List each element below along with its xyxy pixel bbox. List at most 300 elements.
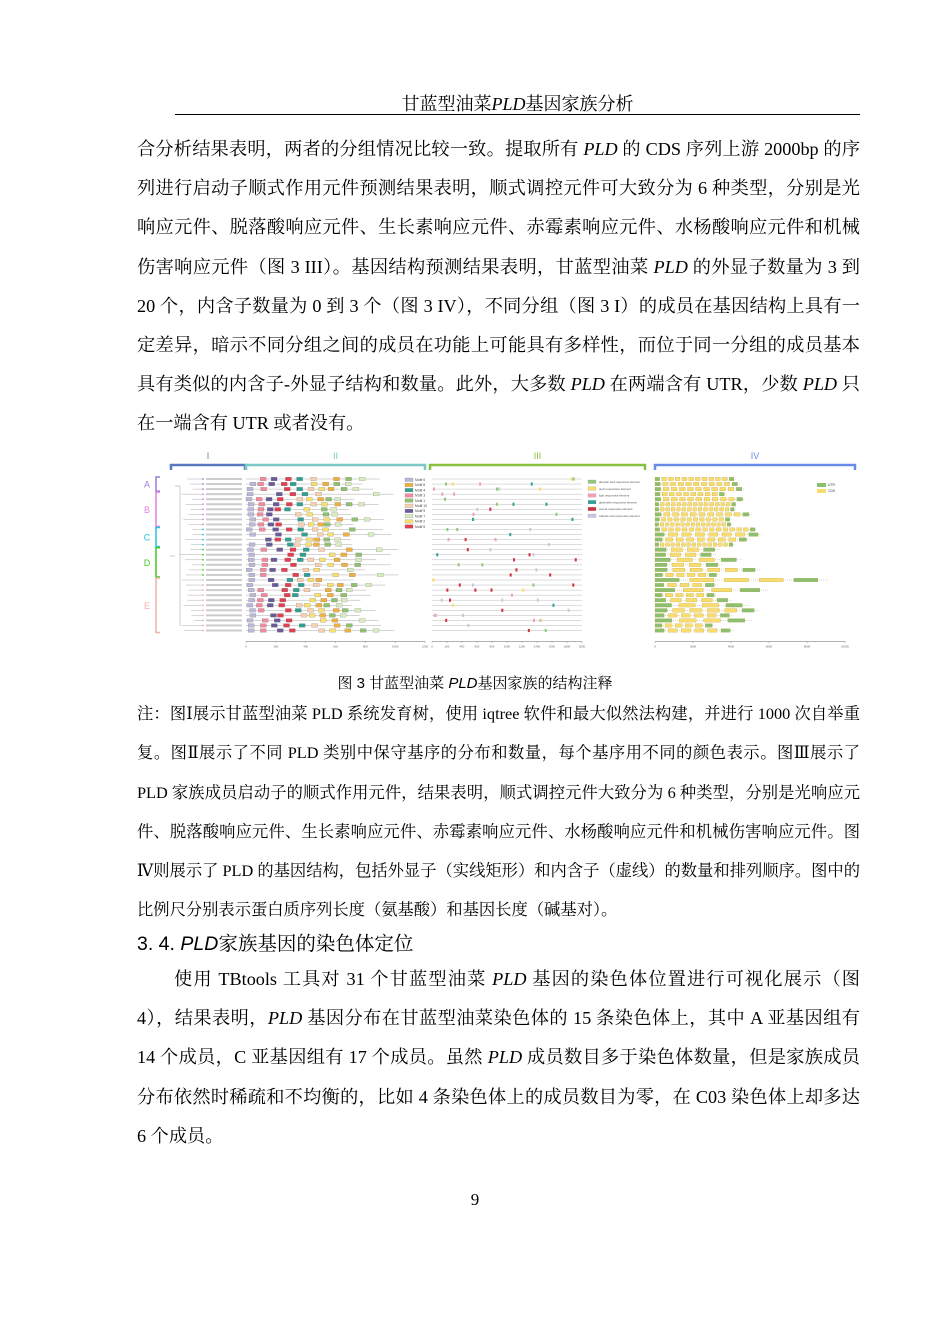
exon-box bbox=[655, 508, 659, 512]
motif-box bbox=[359, 502, 365, 506]
cis-element bbox=[545, 503, 547, 506]
motif-legend-label: Motif 2 bbox=[415, 519, 426, 524]
motif-box bbox=[341, 487, 347, 491]
exon-box bbox=[661, 518, 665, 522]
exon-box bbox=[728, 487, 734, 491]
motif-tick-label: 1000 bbox=[392, 644, 399, 649]
element-legend-swatch bbox=[588, 500, 596, 504]
exon-box bbox=[655, 487, 661, 491]
exon-box bbox=[687, 543, 691, 547]
motif-box bbox=[297, 477, 303, 481]
motif-legend-label: Motif 9 bbox=[415, 509, 426, 514]
exon-box bbox=[709, 477, 714, 481]
exon-box bbox=[719, 518, 723, 522]
exon-box bbox=[722, 533, 731, 537]
motif-box bbox=[342, 563, 348, 567]
motif-box bbox=[336, 588, 342, 592]
gene-id-label bbox=[206, 630, 242, 632]
motif-box bbox=[346, 624, 352, 628]
motif-box bbox=[266, 497, 272, 501]
motif-box bbox=[368, 533, 374, 537]
exon-box bbox=[712, 588, 732, 592]
motif-box bbox=[313, 543, 319, 547]
motif-legend-label: Motif 5 bbox=[415, 524, 426, 529]
cis-element bbox=[456, 528, 458, 531]
leaf-marker bbox=[202, 539, 204, 541]
exon-box bbox=[723, 528, 728, 532]
motif-box bbox=[256, 603, 262, 607]
exon-box bbox=[720, 497, 726, 501]
motif-box bbox=[247, 492, 253, 496]
gene-id-label bbox=[206, 508, 242, 510]
exon-box bbox=[660, 502, 664, 506]
motif-box bbox=[341, 593, 347, 597]
exon-box bbox=[710, 502, 714, 506]
cis-element bbox=[531, 482, 533, 485]
exon-box bbox=[736, 487, 742, 491]
exon-box bbox=[686, 523, 690, 527]
motif-box bbox=[316, 578, 322, 582]
motif-box bbox=[313, 583, 319, 587]
motif-box bbox=[321, 598, 327, 602]
gene-id-label bbox=[206, 619, 242, 621]
exon-box bbox=[670, 482, 675, 486]
section-number: 3. 4. bbox=[137, 933, 181, 955]
motif-box bbox=[262, 563, 268, 567]
motif-box bbox=[265, 538, 271, 542]
motif-box bbox=[296, 603, 302, 607]
motif-legend-swatch bbox=[405, 504, 413, 508]
cis-element bbox=[571, 477, 573, 480]
gene-id-label bbox=[206, 478, 242, 480]
exon-box bbox=[682, 508, 686, 512]
motif-box bbox=[248, 629, 254, 633]
exon-box bbox=[655, 492, 660, 496]
exon-box bbox=[707, 609, 719, 613]
motif-box bbox=[261, 487, 267, 491]
motif-legend-label: Motif 10 bbox=[415, 504, 428, 508]
leaf-marker bbox=[202, 584, 204, 586]
cis-element bbox=[496, 503, 498, 506]
motif-box bbox=[316, 603, 322, 607]
exon-box bbox=[707, 614, 716, 618]
gene-id-label bbox=[206, 529, 242, 531]
motif-box bbox=[307, 513, 313, 517]
exon-box bbox=[698, 573, 706, 577]
exon-box bbox=[675, 477, 680, 481]
motif-box bbox=[273, 518, 279, 522]
cis-element bbox=[549, 573, 551, 576]
gene-id-label bbox=[206, 564, 242, 566]
exon-box bbox=[670, 553, 681, 557]
exon-box bbox=[690, 568, 702, 572]
exon-box bbox=[655, 543, 659, 547]
cis-element bbox=[474, 589, 476, 592]
exon-box bbox=[739, 538, 746, 542]
motif-box bbox=[333, 573, 339, 577]
exon-box bbox=[705, 624, 712, 628]
motif-box bbox=[248, 558, 254, 562]
exon-box bbox=[693, 508, 697, 512]
motif-box bbox=[311, 482, 317, 486]
exon-box bbox=[666, 502, 670, 506]
exon-box bbox=[682, 528, 687, 532]
motif-box bbox=[346, 502, 352, 506]
exon-box bbox=[685, 553, 696, 557]
exon-box bbox=[655, 624, 662, 628]
motif-box bbox=[329, 553, 335, 557]
cis-element bbox=[529, 553, 531, 556]
exon-box bbox=[660, 508, 664, 512]
motif-box bbox=[285, 609, 291, 613]
exon-box bbox=[690, 513, 696, 517]
panel-bracket-III bbox=[430, 465, 645, 470]
leaf-marker bbox=[202, 599, 204, 601]
motif-legend-label: Motif 8 bbox=[415, 483, 426, 488]
exon-box bbox=[726, 603, 743, 607]
exon-box bbox=[681, 543, 685, 547]
exon-box bbox=[690, 609, 702, 613]
gene-id-label bbox=[206, 523, 242, 525]
exon-box bbox=[677, 502, 681, 506]
italic-gene-name: PLD bbox=[267, 1008, 303, 1029]
structure-legend-swatch bbox=[817, 489, 826, 493]
motif-box bbox=[318, 497, 324, 501]
motif-box bbox=[324, 538, 330, 542]
promoter-tick-label: 2000 bbox=[578, 644, 586, 649]
gene-tick-label: 8000 bbox=[803, 644, 811, 649]
exon-box bbox=[697, 593, 704, 597]
exon-box bbox=[663, 497, 669, 501]
promoter-tick-label: 1600 bbox=[548, 644, 556, 649]
exon-box bbox=[665, 523, 669, 527]
exon-box bbox=[688, 497, 694, 501]
motif-box bbox=[273, 502, 279, 506]
leaf-marker bbox=[202, 614, 204, 616]
structure-legend-swatch bbox=[817, 483, 826, 487]
exon-box bbox=[740, 588, 760, 592]
motif-legend-label: Motif 3 bbox=[415, 493, 426, 498]
exon-box bbox=[704, 508, 708, 512]
motif-box bbox=[307, 538, 313, 542]
exon-box bbox=[689, 477, 694, 481]
exon-box bbox=[655, 482, 660, 486]
motif-box bbox=[249, 553, 255, 557]
exon-box bbox=[732, 502, 736, 506]
exon-box bbox=[687, 518, 691, 522]
motif-box bbox=[250, 614, 256, 618]
motif-box bbox=[341, 553, 347, 557]
promoter-tick-label: 1400 bbox=[533, 644, 541, 649]
motif-box bbox=[295, 538, 301, 542]
gene-id-label bbox=[206, 624, 242, 626]
motif-box bbox=[293, 588, 299, 592]
exon-box bbox=[708, 629, 717, 633]
exon-box bbox=[704, 548, 715, 552]
motif-box bbox=[315, 563, 321, 567]
motif-box bbox=[270, 614, 276, 618]
exon-box bbox=[716, 477, 721, 481]
exon-box bbox=[681, 629, 690, 633]
exon-box bbox=[732, 482, 737, 486]
motif-box bbox=[274, 619, 280, 623]
section-italic: PLD bbox=[180, 933, 219, 955]
cis-element bbox=[467, 624, 469, 627]
motif-box bbox=[298, 583, 304, 587]
exon-box bbox=[708, 543, 712, 547]
motif-box bbox=[277, 614, 283, 618]
exon-box bbox=[668, 614, 677, 618]
motif-box bbox=[250, 518, 256, 522]
exon-box bbox=[709, 482, 714, 486]
leaf-marker bbox=[202, 589, 204, 591]
motif-box bbox=[269, 482, 275, 486]
motif-box bbox=[248, 502, 254, 506]
text-segment: 的外显子数量为 3 到 20 个，内含子数量为 0 到 3 个（图 3 IV），不同分组（图 3 I）的成员在基因结构上具有一定差异，暗示不同分组之间的成员在功能上可能具有多样性，而位于同一分组的成员基本具有类似的内含子-外显子结构和数量。此外，大多数 bbox=[137, 256, 860, 395]
motif-box bbox=[298, 523, 304, 527]
exon-box bbox=[699, 502, 703, 506]
gene-id-label bbox=[206, 594, 242, 596]
exon-box bbox=[686, 598, 697, 602]
exon-box bbox=[718, 538, 725, 542]
motif-box bbox=[248, 508, 254, 512]
gene-id-label bbox=[206, 549, 242, 551]
exon-box bbox=[707, 523, 711, 527]
exon-box bbox=[672, 563, 684, 567]
motif-box bbox=[327, 583, 333, 587]
cis-element bbox=[445, 482, 447, 485]
exon-box bbox=[680, 583, 689, 587]
motif-box bbox=[349, 528, 355, 532]
gene-id-label bbox=[206, 569, 242, 571]
italic-gene-name: PLD bbox=[653, 256, 688, 277]
italic-gene-name: PLD bbox=[487, 1047, 523, 1068]
exon-box bbox=[655, 523, 659, 527]
group-label-B: B bbox=[143, 504, 151, 515]
exon-box bbox=[686, 482, 691, 486]
motif-box bbox=[319, 609, 325, 613]
motif-box bbox=[376, 548, 382, 552]
exon-box bbox=[660, 543, 664, 547]
promoter-tick-label: 800 bbox=[489, 644, 495, 649]
exon-box bbox=[696, 497, 702, 501]
motif-box bbox=[336, 603, 342, 607]
exon-box bbox=[704, 497, 710, 501]
cis-element bbox=[552, 604, 554, 607]
exon-box bbox=[695, 533, 704, 537]
exon-box bbox=[663, 487, 669, 491]
exon-box bbox=[666, 538, 673, 542]
cis-element bbox=[476, 508, 478, 511]
caption-italic: PLD bbox=[448, 675, 478, 692]
exon-box bbox=[734, 513, 740, 517]
motif-box bbox=[268, 598, 274, 602]
cis-element bbox=[491, 589, 493, 592]
exon-box bbox=[695, 624, 702, 628]
motif-box bbox=[246, 528, 252, 532]
cis-element bbox=[479, 482, 481, 485]
motif-box bbox=[286, 502, 292, 506]
motif-box bbox=[299, 624, 305, 628]
exon-box bbox=[663, 482, 668, 486]
exon-box bbox=[695, 629, 704, 633]
motif-box bbox=[317, 533, 323, 537]
gene-id-label bbox=[206, 599, 242, 601]
exon-box bbox=[676, 492, 681, 496]
exon-box bbox=[705, 492, 710, 496]
motif-box bbox=[312, 518, 318, 522]
motif-box bbox=[308, 558, 314, 562]
gene-id-label bbox=[206, 513, 242, 515]
gene-tick-label: 6000 bbox=[765, 644, 773, 649]
motif-box bbox=[289, 629, 295, 633]
exon-box bbox=[655, 528, 660, 532]
exon-box bbox=[709, 508, 713, 512]
motif-box bbox=[333, 477, 339, 481]
motif-box bbox=[346, 588, 352, 592]
leaf-marker bbox=[202, 478, 204, 480]
exon-box bbox=[701, 598, 712, 602]
cis-element bbox=[545, 629, 547, 632]
exon-box bbox=[689, 528, 694, 532]
gene-id-label bbox=[206, 614, 242, 616]
exon-box bbox=[679, 603, 696, 607]
motif-box bbox=[351, 583, 357, 587]
exon-box bbox=[655, 583, 664, 587]
motif-box bbox=[268, 523, 274, 527]
motif-box bbox=[260, 624, 266, 628]
exon-box bbox=[716, 513, 722, 517]
exon-box bbox=[717, 523, 721, 527]
panel-label-IV: IV bbox=[750, 451, 760, 461]
motif-box bbox=[260, 573, 266, 577]
exon-box bbox=[720, 614, 729, 618]
exon-box bbox=[684, 492, 689, 496]
motif-box bbox=[281, 568, 287, 572]
motif-box bbox=[305, 543, 311, 547]
exon-box bbox=[662, 492, 667, 496]
motif-box bbox=[286, 528, 292, 532]
exon-box bbox=[693, 518, 697, 522]
motif-box bbox=[257, 513, 263, 517]
cis-element bbox=[513, 558, 515, 561]
exon-box bbox=[655, 593, 662, 597]
motif-box bbox=[353, 487, 359, 491]
element-legend-label: abscisic acid responsive element bbox=[599, 480, 640, 484]
motif-box bbox=[312, 624, 318, 628]
cis-element bbox=[433, 488, 435, 491]
caption-text: 图 3 甘蓝型油菜 bbox=[337, 675, 449, 692]
leaf-marker bbox=[202, 488, 204, 490]
leaf-marker bbox=[202, 513, 204, 515]
cis-element bbox=[537, 599, 539, 602]
motif-legend-label: Motif 1 bbox=[415, 498, 426, 503]
cis-element bbox=[472, 518, 474, 521]
exon-box bbox=[655, 598, 666, 602]
motif-legend-swatch bbox=[405, 478, 413, 482]
cis-element bbox=[444, 498, 446, 501]
motif-box bbox=[248, 624, 254, 628]
motif-box bbox=[290, 492, 296, 496]
motif-box bbox=[352, 518, 358, 522]
motif-box bbox=[327, 593, 333, 597]
leaf-marker bbox=[202, 574, 204, 576]
structure-legend-label: CDS bbox=[828, 489, 836, 494]
motif-box bbox=[258, 609, 264, 613]
exon-box bbox=[655, 538, 662, 542]
motif-box bbox=[308, 487, 314, 491]
exon-box bbox=[750, 528, 755, 532]
exon-box bbox=[687, 573, 695, 577]
header-rule bbox=[175, 114, 860, 115]
exon-box bbox=[671, 502, 675, 506]
motif-box bbox=[276, 492, 282, 496]
motif-box bbox=[309, 614, 315, 618]
motif-box bbox=[337, 518, 343, 522]
cis-element bbox=[446, 589, 448, 592]
cis-element bbox=[510, 573, 512, 576]
exon-box bbox=[721, 558, 736, 562]
exon-box bbox=[665, 624, 672, 628]
motif-box bbox=[304, 588, 310, 592]
gene-id-label bbox=[206, 609, 242, 611]
section-heading bbox=[137, 928, 413, 956]
header-text: 甘蓝型油菜 bbox=[401, 94, 492, 114]
exon-box bbox=[677, 508, 681, 512]
exon-box bbox=[671, 497, 677, 501]
motif-legend-swatch bbox=[405, 509, 413, 513]
motif-box bbox=[285, 508, 291, 512]
exon-box bbox=[729, 477, 734, 481]
element-legend-swatch bbox=[588, 514, 596, 518]
exon-box bbox=[665, 593, 672, 597]
motif-box bbox=[263, 518, 269, 522]
motif-box bbox=[342, 609, 348, 613]
motif-box bbox=[332, 513, 338, 517]
motif-box bbox=[301, 614, 307, 618]
exon-box bbox=[675, 528, 680, 532]
motif-box bbox=[340, 614, 346, 618]
element-legend-swatch bbox=[588, 480, 596, 484]
motif-box bbox=[312, 528, 318, 532]
cis-element bbox=[529, 528, 531, 531]
motif-box bbox=[292, 593, 298, 597]
gene-id-label bbox=[206, 544, 242, 546]
panel-bracket-I bbox=[171, 465, 245, 470]
motif-box bbox=[328, 487, 334, 491]
gene-id-label bbox=[206, 574, 242, 576]
motif-box bbox=[260, 629, 266, 633]
exon-box bbox=[725, 508, 729, 512]
cis-element bbox=[452, 604, 454, 607]
motif-box bbox=[288, 553, 294, 557]
exon-box bbox=[743, 568, 755, 572]
motif-box bbox=[285, 477, 291, 481]
exon-box bbox=[677, 573, 685, 577]
gene-id-label bbox=[206, 589, 242, 591]
gene-id-label bbox=[206, 584, 242, 586]
exon-box bbox=[696, 523, 700, 527]
panel-label-II: II bbox=[332, 451, 339, 461]
panel-label-III: III bbox=[533, 451, 542, 461]
cis-element bbox=[472, 513, 474, 516]
motif-box bbox=[285, 538, 291, 542]
exon-box bbox=[681, 614, 690, 618]
motif-tick-label: 0 bbox=[245, 644, 247, 649]
motif-box bbox=[306, 497, 312, 501]
motif-box bbox=[345, 629, 351, 633]
exon-box bbox=[729, 497, 735, 501]
